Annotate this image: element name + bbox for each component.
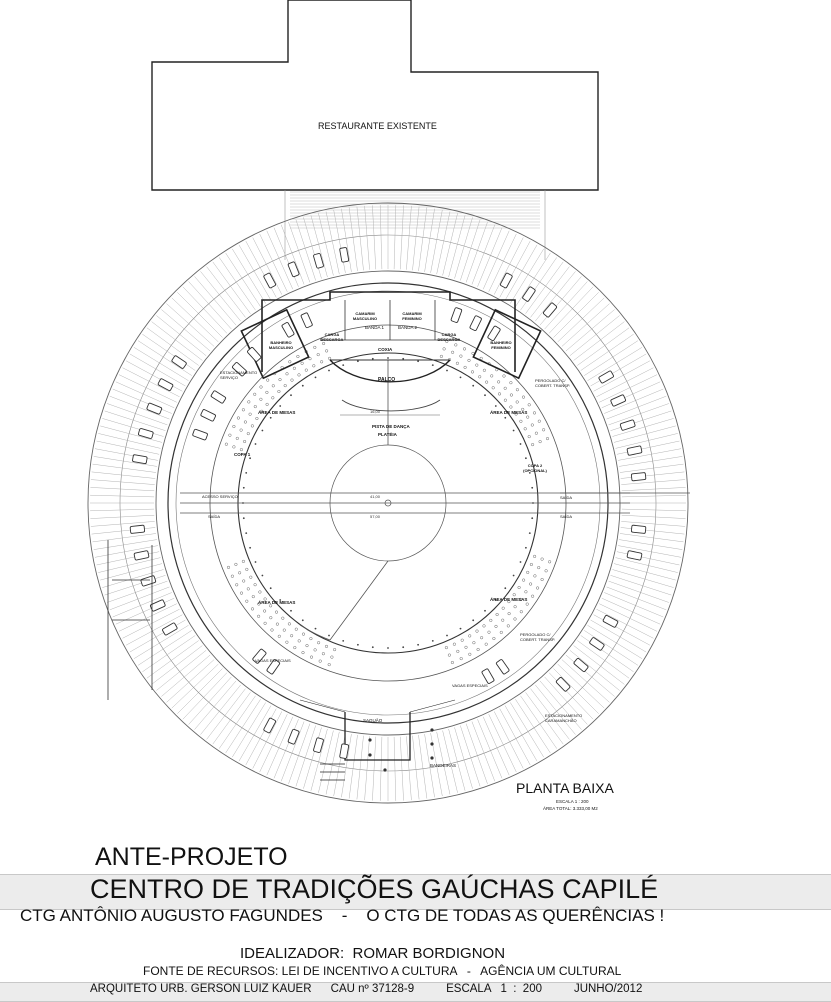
- parked-car: [451, 307, 462, 323]
- parked-car: [500, 273, 513, 289]
- title-line-2: CENTRO DE TRADIÇÕES GAÚCHAS CAPILÉ: [90, 874, 659, 904]
- parked-car: [627, 446, 642, 456]
- parked-car: [610, 394, 626, 406]
- parked-car: [487, 326, 500, 342]
- parked-car: [631, 472, 646, 480]
- parked-car: [171, 355, 187, 369]
- copa2-label: COPA 2 (OPCIONAL): [523, 463, 547, 473]
- parked-car: [522, 286, 536, 302]
- parked-car: [469, 315, 481, 331]
- pergolado-label-1: PERGOLADO C/ COBERT. TRANSP.: [535, 378, 571, 388]
- parked-car: [247, 347, 262, 362]
- parked-car: [589, 637, 605, 651]
- vagas-esp-label-1: VAGAS ESPECIAIS: [255, 658, 291, 663]
- parked-car: [627, 551, 642, 561]
- parked-car: [620, 420, 635, 431]
- estac-caramanchao-label: ESTACIONAMENTO CARAMANCHÃO: [545, 713, 583, 723]
- parked-car: [603, 615, 619, 628]
- camarim-m-label: CAMARIM MASCULINO: [352, 311, 378, 321]
- mesas-label-3: ÁREA DE MESAS: [258, 600, 296, 605]
- estac-servico-label: ESTACIONAMENTO SERVIÇO: [220, 370, 258, 380]
- carga-l-label: CARGA DESCARGA: [320, 332, 344, 342]
- parked-car: [192, 429, 208, 440]
- band1-label: BANDA 1: [365, 325, 385, 330]
- title-line-6: ARQUITETO URB. GERSON LUIZ KAUER CAU nº 37128-9 ESCALA 1 : 200 JUNHO/2012: [90, 983, 643, 995]
- parked-car: [146, 403, 162, 415]
- parked-car: [556, 677, 571, 692]
- plan-area: ÁREA TOTAL: 3.333,00 M2: [543, 806, 598, 811]
- camarim-f-label: CAMARIM FEMININO: [402, 311, 422, 321]
- parked-car: [138, 428, 153, 439]
- plateia-label: PLATÉIA: [378, 432, 397, 437]
- parked-car: [496, 659, 510, 674]
- title-line-1: ANTE-PROJETO: [95, 843, 288, 871]
- restaurant-outline: [152, 0, 598, 190]
- title-line-3: CTG ANTÔNIO AUGUSTO FAGUNDES - O CTG DE TODAS AS QUERÊNCIAS !: [20, 906, 665, 925]
- approach-hatching: [290, 192, 540, 228]
- dance-floor-sweep: [300, 360, 388, 640]
- banheiro-m-label: BANHEIRO MASCULINO: [268, 340, 294, 350]
- parked-car: [200, 409, 216, 421]
- axis-lines: [180, 493, 690, 513]
- mesas-label-2: ÁREA DE MESAS: [490, 410, 528, 415]
- saguao-label: SAGUÃO: [363, 718, 383, 723]
- plan-scale-small: ESCALA 1 : 200: [556, 799, 589, 804]
- parked-car: [543, 302, 557, 317]
- svg-text:57,00: 57,00: [370, 514, 381, 519]
- parked-car: [631, 525, 646, 533]
- parked-car: [288, 261, 300, 277]
- acesso-servico-label: ACESSO SERVIÇO: [202, 494, 238, 499]
- svg-text:41,00: 41,00: [370, 494, 381, 499]
- pista-label: PISTA DE DANÇA: [372, 424, 410, 429]
- plan-title: PLANTA BAIXA: [516, 780, 614, 796]
- parked-car: [573, 658, 588, 672]
- parked-car: [263, 273, 276, 289]
- parked-car: [158, 378, 174, 391]
- parked-car: [134, 551, 149, 561]
- stage-label: PALCO: [378, 377, 396, 383]
- service-pad: [108, 540, 152, 700]
- parked-car: [340, 247, 349, 262]
- parked-car: [481, 668, 494, 684]
- parked-car: [130, 525, 145, 533]
- parked-car: [211, 390, 227, 403]
- parked-car: [301, 312, 313, 328]
- vagas-esp-label-2: VAGAS ESPECIAIS: [452, 683, 488, 688]
- saida-right-label-2: SAÍDA: [560, 514, 573, 519]
- bandeiras-label: BANDEIRAS: [430, 763, 457, 768]
- coxia-label: COXIA: [378, 347, 393, 352]
- svg-text:16,00: 16,00: [370, 409, 381, 414]
- parked-car: [313, 253, 324, 268]
- restaurant-label: RESTAURANTE EXISTENTE: [318, 121, 437, 131]
- title-line-4: IDEALIZADOR: ROMAR BORDIGNON: [240, 945, 506, 962]
- banheiro-f-label: BANHEIRO FEMININO: [490, 340, 512, 350]
- saida-left-label: SAÍDA: [208, 514, 221, 519]
- parked-car: [288, 729, 300, 745]
- parked-car: [132, 455, 147, 464]
- parked-car: [313, 738, 324, 753]
- mesas-label-1: ÁREA DE MESAS: [258, 410, 296, 415]
- copa1-label: COPA 1: [234, 452, 251, 457]
- carga-r-label: CARGA DESCARGA: [437, 332, 461, 342]
- band2-label: BANDA 2: [398, 325, 418, 330]
- title-line-5: FONTE DE RECURSOS: LEI DE INCENTIVO A CULTURA - AGÊNCIA UM CULTURAL: [143, 964, 622, 978]
- parked-car: [340, 744, 349, 759]
- parked-car: [141, 575, 156, 586]
- saida-right-label-1: SAÍDA: [560, 495, 573, 500]
- pergolado-label-2: PERGOLADO C/ COBERT. TRANSP.: [520, 632, 556, 642]
- parked-car: [263, 718, 276, 734]
- mesas-label-4: ÁREA DE MESAS: [490, 597, 528, 602]
